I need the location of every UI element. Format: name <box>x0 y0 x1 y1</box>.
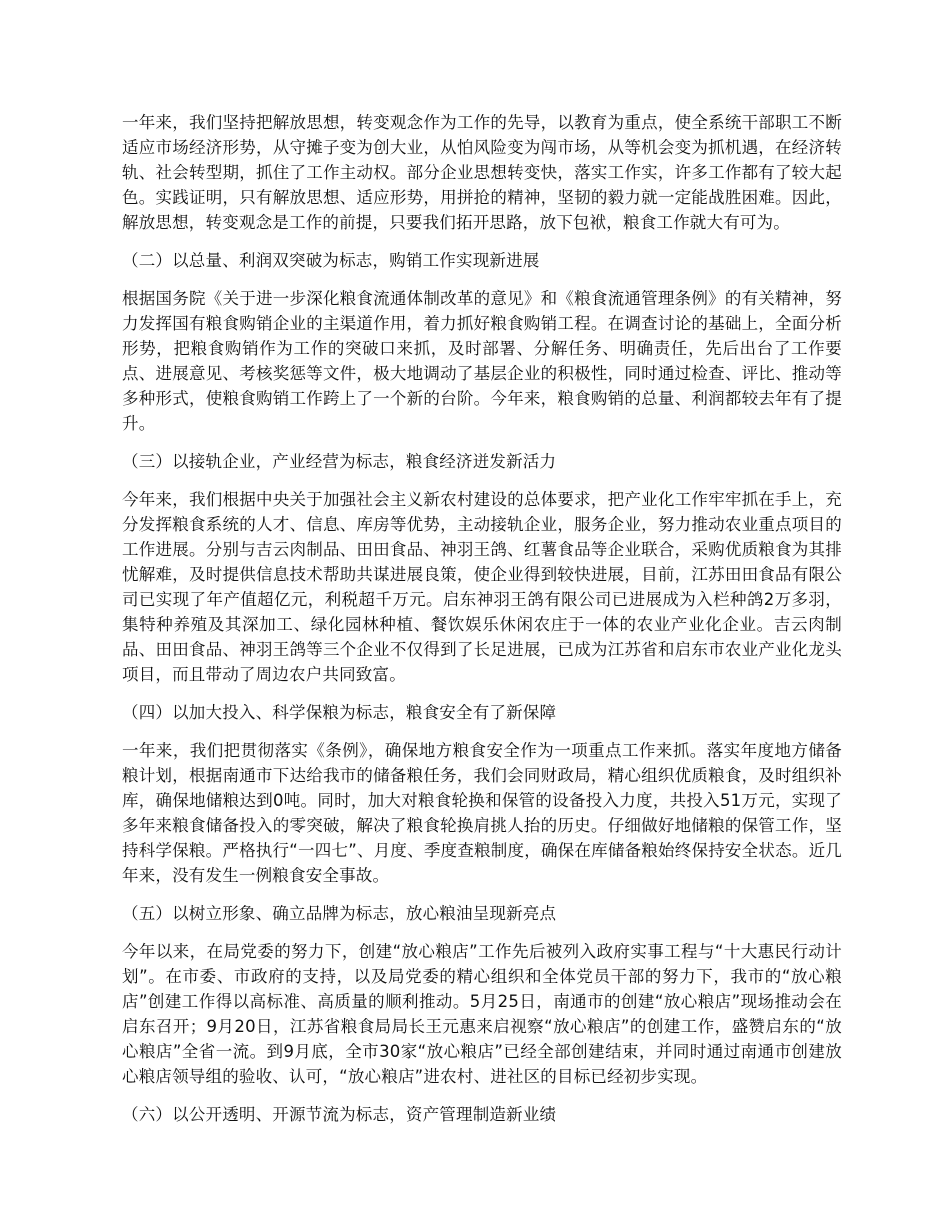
body-paragraph: 今年以来，在局党委的努力下，创建“放心粮店”工作先后被列入政府实事工程与“十大惠民行动计划”。在市委、市政府的支持，以及局党委的精心组织和全体党员干部的努力下，我市的“放心粮店”创建工作得以高标准、高质量的顺利推动。5月25日，南通市的创建“放心粮店”现场推动会在启东召开；9月20日，江苏省粮食局局长王元惠来启视察“放心粮店”的创建工作，盛赞启东的“放心粮店”全省一流。到9月底，全市30家“放心粮店”已经全部创建结束，并同时通过南通市创建放心粮店领导组的验收、认可，“放心粮店”进农村、进社区的目标已经初步实现。 <box>122 942 842 1086</box>
section-heading: （六）以公开透明、开源节流为标志，资产管理制造新业绩 <box>122 1105 557 1124</box>
section-heading: （三）以接轨企业，产业经营为标志，粮食经济迸发新活力 <box>122 452 557 471</box>
document-page <box>122 110 842 1140</box>
body-paragraph: 一年来，我们把贯彻落实《条例》，确保地方粮食安全作为一项重点工作来抓。落实年度地方储备粮计划，根据南通市下达给我市的储备粮任务，我们会同财政局，精心组织优质粮食，及时组织补库，确保地储粮达到0吨。同时，加大对粮食轮换和保管的设备投入力度，共投入51万元，实现了多年来粮食储备投入的零突破，解决了粮食轮换肩挑人抬的历史。仔细做好地储粮的保管工作，坚持科学保粮。严格执行“一四七”、月度、季度查粮制度，确保在库储备粮始终保持安全状态。近几年来，没有发生一例粮食安全事故。 <box>122 741 842 885</box>
body-paragraph: 今年来，我们根据中央关于加强社会主义新农村建设的总体要求，把产业化工作牢牢抓在手上，充分发挥粮食系统的人才、信息、库房等优势，主动接轨企业，服务企业，努力推动农业重点项目的工作进展。分别与吉云肉制品、田田食品、神羽王鸽、红薯食品等企业联合，采购优质粮食为其排忧解难，及时提供信息技术帮助共谋进展良策，使企业得到较快进展，目前，江苏田田食品有限公司已实现了年产值超亿元，利税超千万元。启东神羽王鸽有限公司已进展成为入栏种鸽2万多羽，集特种养殖及其深加工、绿化园林种植、餐饮娱乐休闲农庄于一体的农业产业化企业。吉云肉制品、田田食品、神羽王鸽等三个企业不仅得到了长足进展，已成为江苏省和启东市农业产业化龙头项目，而且带动了周边农户共同致富。 <box>122 490 842 684</box>
body-paragraph: 一年来，我们坚持把解放思想，转变观念作为工作的先导，以教育为重点，使全系统干部职工不断适应市场经济形势，从守摊子变为创大业，从怕风险变为闯市场，从等机会变为抓机遇，在经济转轨、社会转型期，抓住了工作主动权。部分企业思想转变快，落实工作实，许多工作都有了较大起色。实践证明，只有解放思想、适应形势，用拼抢的精神，坚韧的毅力就一定能战胜困难。因此，解放思想，转变观念是工作的前提，只要我们拓开思路，放下包袱，粮食工作就大有可为。 <box>122 113 842 232</box>
body-paragraph: 根据国务院《关于进一步深化粮食流通体制改革的意见》和《粮食流通管理条例》的有关精神，努力发挥国有粮食购销企业的主渠道作用，着力抓好粮食购销工程。在调查讨论的基础上，全面分析形势，把粮食购销作为工作的突破口来抓，及时部署、分解任务、明确责任，先后出台了工作要点、进展意见、考核奖惩等文件，极大地调动了基层企业的积极性，同时通过检查、评比、推动等多种形式，使粮食购销工作跨上了一个新的台阶。今年来，粮食购销的总量、利润都较去年有了提升。 <box>122 289 842 433</box>
section-heading: （四）以加大投入、科学保粮为标志，粮食安全有了新保障 <box>122 703 557 722</box>
section-heading: （五）以树立形象、确立品牌为标志，放心粮油呈现新亮点 <box>122 904 557 923</box>
section-heading: （二）以总量、利润双突破为标志，购销工作实现新进展 <box>122 251 540 270</box>
